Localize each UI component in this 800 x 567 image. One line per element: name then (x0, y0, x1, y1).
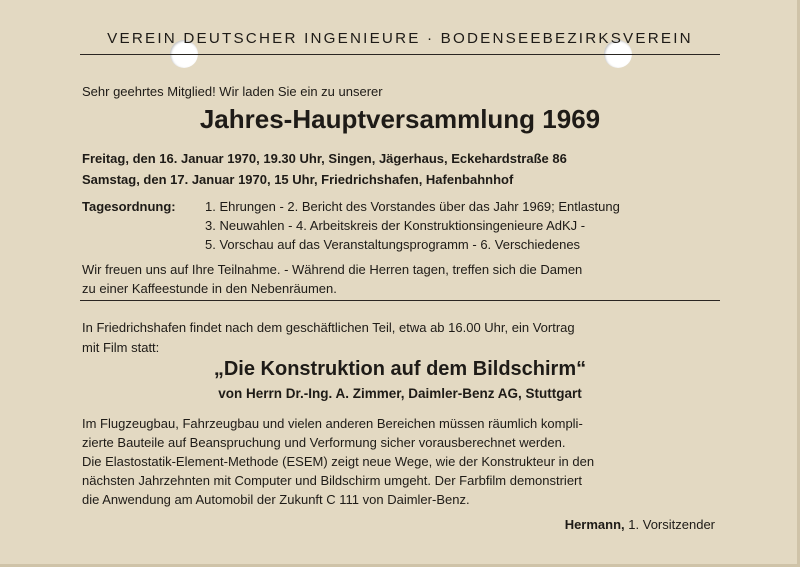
description-line-5: die Anwendung am Automobil der Zukunft C 111 von Daimler-Benz. (82, 492, 470, 507)
agenda-line-2: 3. Neuwahlen - 4. Arbeitskreis der Konstruktionsingenieure AdKJ - (205, 218, 586, 233)
description-line-2: zierte Bauteile auf Beanspruchung und Verformung sicher vorausberechnet werden. (82, 435, 566, 450)
closing-line-2: zu einer Kaffeestunde in den Nebenräumen. (82, 281, 337, 296)
description-line-3: Die Elastostatik-Element-Methode (ESEM) zeigt neue Wege, wie der Konstrukteur in den (82, 454, 595, 469)
organization-header: VEREIN DEUTSCHER INGENIEURE · BODENSEEBEZIRKSVEREIN (107, 30, 693, 47)
description-line-1: Im Flugzeugbau, Fahrzeugbau und vielen anderen Bereichen müssen räumlich kompli- (82, 416, 583, 431)
closing-line-1: Wir freuen uns auf Ihre Teilnahme. - Während die Herren tagen, treffen sich die Damen (82, 262, 583, 277)
signature-role: 1. Vorsitzender (628, 517, 715, 532)
header-rule (80, 54, 720, 55)
lecture-intro-line-2: mit Film statt: (82, 340, 160, 355)
agenda-line-3: 5. Vorschau auf das Veranstaltungsprogramm - 6. Verschiedenes (205, 237, 581, 252)
date-line-saturday: Samstag, den 17. Januar 1970, 15 Uhr, Friedrichshafen, Hafenbahnhof (82, 172, 514, 187)
date-line-friday: Freitag, den 16. Januar 1970, 19.30 Uhr, Singen, Jägerhaus, Eckehardstraße 86 (82, 151, 567, 166)
description-line-4: nächsten Jahrzehnten mit Computer und Bildschirm umgeht. Der Farbfilm demonstriert (82, 473, 582, 488)
signature (565, 517, 715, 532)
lecture-title: „Die Konstruktion auf dem Bildschirm“ (213, 358, 587, 380)
event-title: Jahres-Hauptversammlung 1969 (199, 104, 601, 134)
agenda-label: Tagesordnung: (82, 199, 176, 214)
section-rule (80, 300, 720, 301)
signature-name: Hermann, (564, 517, 625, 532)
agenda-line-1: 1. Ehrungen - 2. Bericht des Vorstandes über das Jahr 1969; Entlastung (205, 199, 620, 214)
lecture-intro-line-1: In Friedrichshafen findet nach dem geschäftlichen Teil, etwa ab 16.00 Uhr, ein Vortrag (82, 320, 575, 335)
lecture-speaker: von Herrn Dr.-Ing. A. Zimmer, Daimler-Benz AG, Stuttgart (218, 386, 582, 401)
greeting: Sehr geehrtes Mitglied! Wir laden Sie ein zu unserer (82, 84, 383, 99)
